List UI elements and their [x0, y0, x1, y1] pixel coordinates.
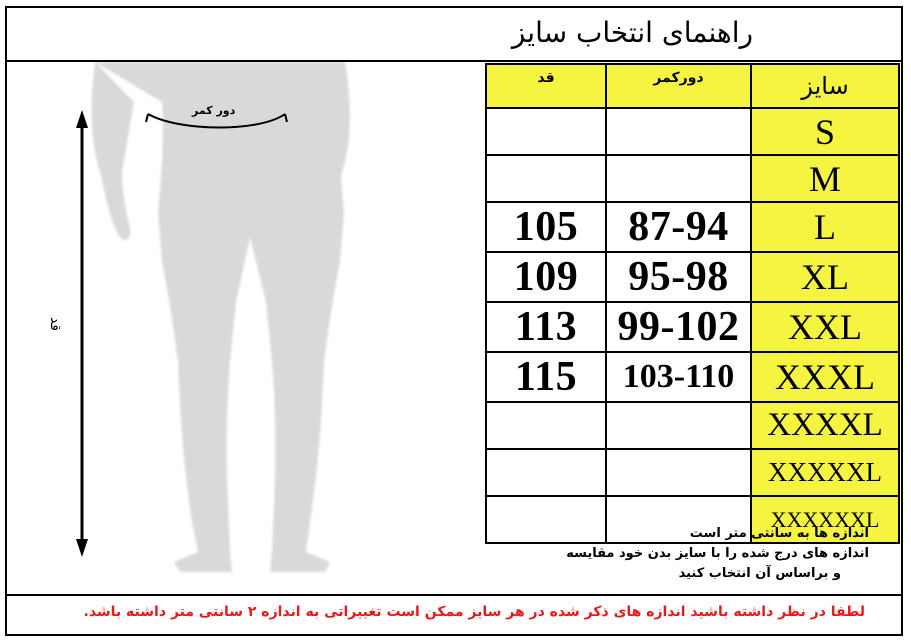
- size-cell: XXXXXXL: [751, 496, 899, 543]
- height-cell: 105: [486, 202, 606, 252]
- height-cell: [486, 449, 606, 496]
- note-line: اندازه ها به سانتی متر است: [689, 526, 869, 541]
- height-cell: [486, 155, 606, 202]
- body-silhouette-illustration: [40, 62, 460, 592]
- size-cell: XXXXXL: [751, 449, 899, 496]
- size-cell: XXL: [751, 302, 899, 352]
- note-line: اندازه های درج شده را با سایز بدن خود مقایسه: [566, 546, 869, 561]
- size-table: [485, 63, 900, 544]
- table-row: [486, 402, 899, 449]
- table-row: [486, 449, 899, 496]
- table-row: [486, 302, 899, 352]
- table-row: [486, 352, 899, 402]
- waist-cell: 99-102: [606, 302, 751, 352]
- waist-cell: [606, 155, 751, 202]
- waist-cell: [606, 449, 751, 496]
- size-cell: M: [751, 155, 899, 202]
- size-cell: XL: [751, 252, 899, 302]
- footer-bar: [5, 594, 903, 636]
- table-row: [486, 252, 899, 302]
- height-cell: [486, 108, 606, 155]
- size-cell: XXXL: [751, 352, 899, 402]
- page-title: راهنمای انتخاب سایز: [511, 16, 753, 49]
- waist-cell: 95-98: [606, 252, 751, 302]
- size-cell: XXXXL: [751, 402, 899, 449]
- table-row: [486, 202, 899, 252]
- waist-label: دور کمر: [192, 104, 236, 117]
- header-waist-cell: دورکمر: [606, 64, 751, 108]
- height-cell: 113: [486, 302, 606, 352]
- table-row: [486, 155, 899, 202]
- footer-warning: لطفا در نظر داشته باشید اندازه های ذکر شده در هر سایز ممکن است تغییراتی به اندازه ۲ سانتی متر داشته باشد.: [83, 604, 865, 620]
- waist-cell: 103-110: [606, 352, 751, 402]
- height-cell: [486, 402, 606, 449]
- size-cell: L: [751, 202, 899, 252]
- table-row: [486, 108, 899, 155]
- note-line: و براساس آن انتخاب کنید: [678, 566, 841, 581]
- waist-cell: 87-94: [606, 202, 751, 252]
- measurement-notes: [566, 524, 869, 584]
- title-bar: [5, 6, 903, 62]
- header-height-cell: قد: [486, 64, 606, 108]
- waist-cell: [606, 108, 751, 155]
- header-size-cell: سایز: [751, 64, 899, 108]
- waist-cell: [606, 402, 751, 449]
- size-cell: S: [751, 108, 899, 155]
- height-label: قد: [47, 316, 64, 332]
- height-cell: 115: [486, 352, 606, 402]
- table-header-row: [486, 64, 899, 108]
- height-cell: 109: [486, 252, 606, 302]
